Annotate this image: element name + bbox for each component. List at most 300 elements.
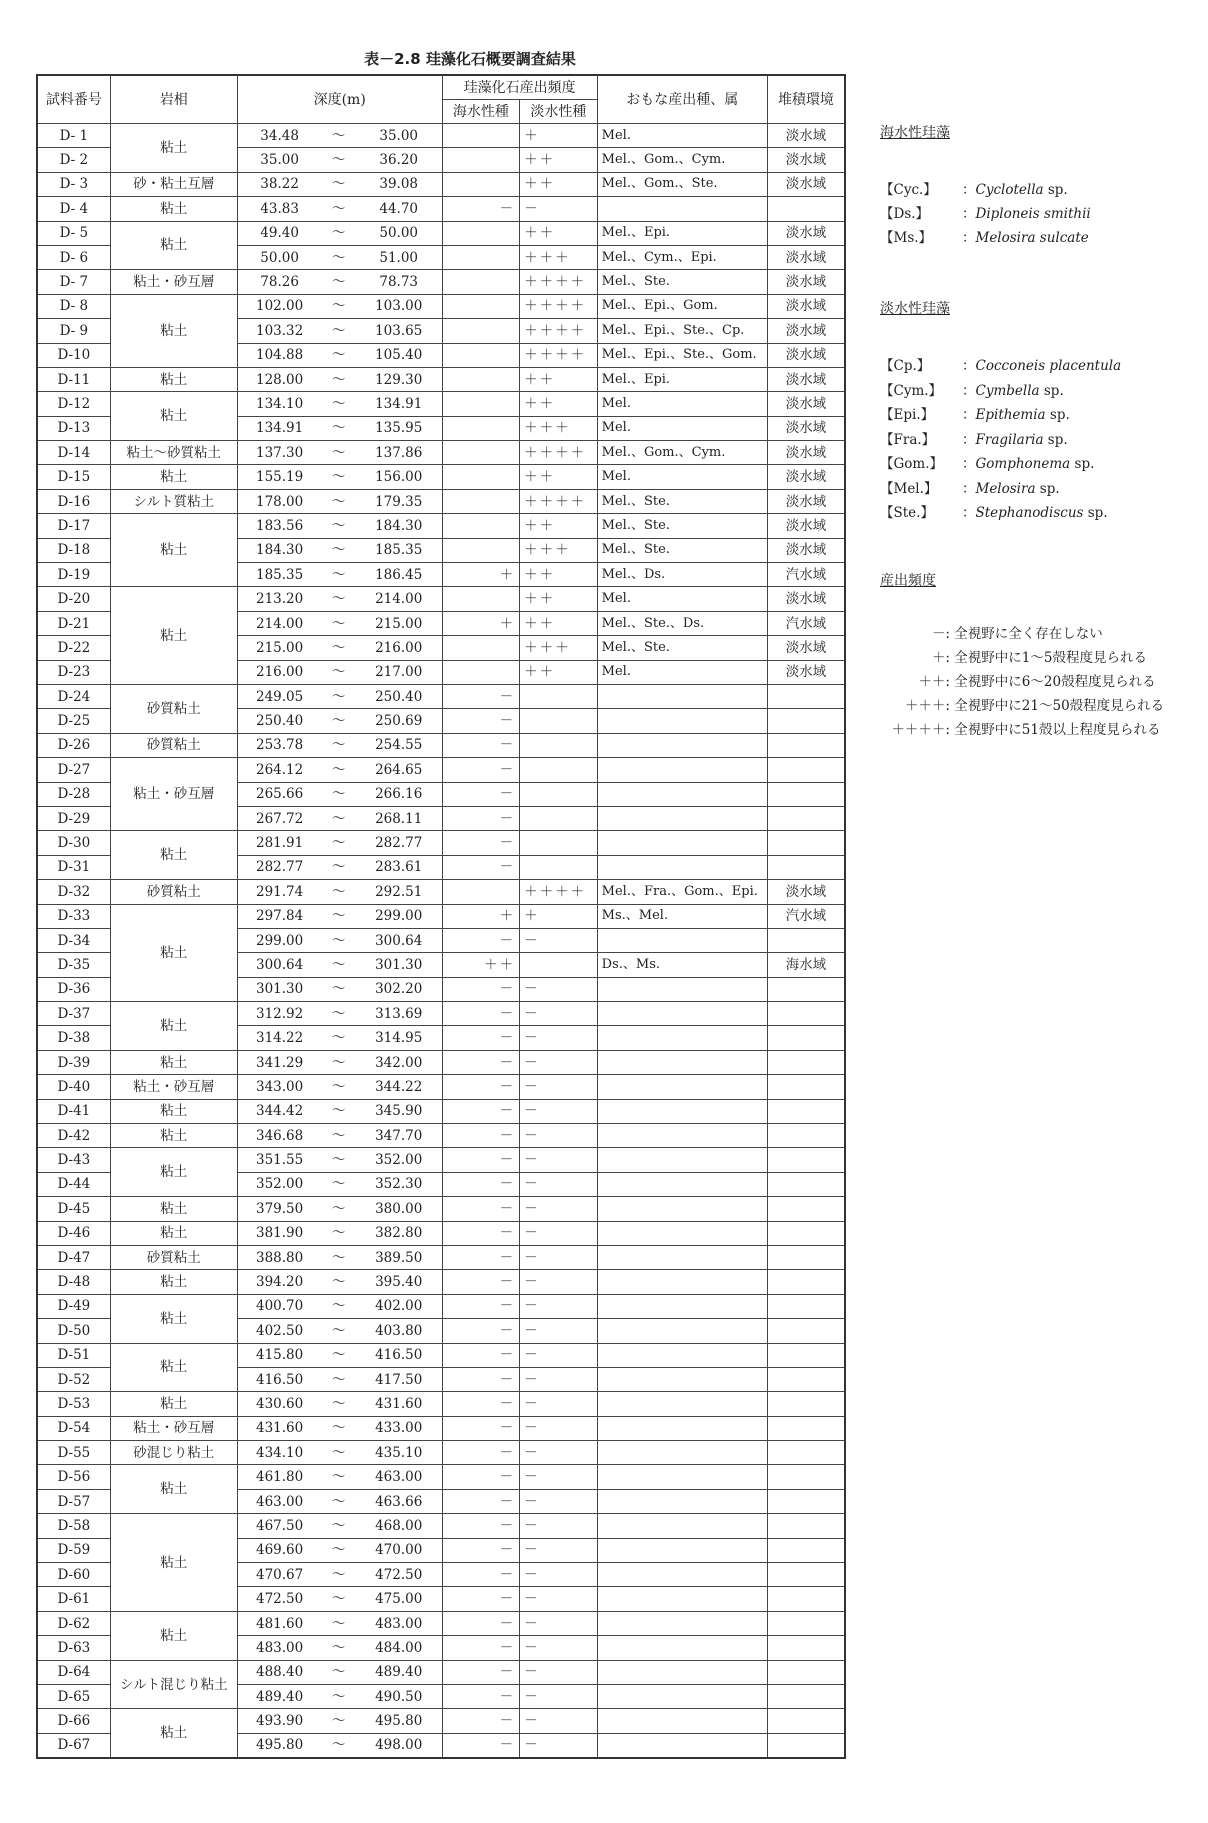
table-row [37,1709,845,1733]
sample-id-cell: D-63 [37,1636,110,1660]
sample-id-cell: D-54 [37,1416,110,1440]
marine-frequency-cell [442,538,520,562]
lithology-cell: 砂質粘土 [110,1245,237,1269]
depth-to-cell: 283.61 [356,855,442,879]
depth-to-cell: 342.00 [356,1050,442,1074]
taxon-abbr: 【Epi.】 [880,407,935,423]
environment-cell: 淡水域 [767,660,845,684]
depth-tilde-cell: ～ [321,124,355,148]
sample-id-cell: D-56 [37,1465,110,1489]
species-cell [597,1050,767,1074]
header-marine: 海水性種 [442,100,520,124]
freshwater-frequency-cell: ＋＋ [520,392,598,416]
sample-id-cell: D-59 [37,1538,110,1562]
depth-to-cell: 347.70 [356,1124,442,1148]
lithology-cell: 粘土 [110,1514,237,1612]
lithology-cell: 粘土 [110,221,237,270]
marine-frequency-cell: － [442,928,520,952]
depth-tilde-cell: ～ [321,1002,355,1026]
freshwater-taxon [880,379,1064,399]
depth-from-cell: 488.40 [237,1660,321,1684]
table-row [37,1416,845,1440]
sample-id-cell: D-17 [37,514,110,538]
depth-from-cell: 314.22 [237,1026,321,1050]
freshwater-frequency-cell: ＋＋＋＋ [520,441,598,465]
freshwater-frequency-cell: ＋＋＋＋ [520,343,598,367]
environment-cell: 淡水域 [767,245,845,269]
species-cell: Mel.、Epi.、Ste.、Cp. [597,319,767,343]
depth-from-cell: 341.29 [237,1050,321,1074]
species-cell [597,709,767,733]
taxon-sep: ： [962,358,976,374]
taxon-sep: ： [962,431,976,448]
freshwater-frequency-cell: － [520,1197,598,1221]
depth-from-cell: 250.40 [237,709,321,733]
environment-cell [767,1441,845,1465]
freq-symbol: ＋: [931,650,950,666]
marine-frequency-cell: － [442,1465,520,1489]
species-cell: Mel.、Epi. [597,367,767,391]
marine-frequency-cell: － [442,1660,520,1684]
table-row [37,880,845,904]
table-row [37,1465,845,1489]
lithology-cell: 粘土 [110,1465,237,1514]
freshwater-frequency-cell: ＋＋ [520,563,598,587]
depth-to-cell: 134.91 [356,392,442,416]
table-row [37,1343,845,1367]
lithology-cell: 砂質粘土 [110,880,237,904]
table-row [37,1514,845,1538]
header-lithology: 岩相 [110,75,237,124]
taxon-genus: Stephanodiscus [975,505,1084,521]
species-cell [597,684,767,708]
table-row [37,1148,845,1172]
marine-frequency-cell: － [442,1514,520,1538]
lithology-cell: 粘土 [110,1197,237,1221]
species-cell [597,1343,767,1367]
depth-tilde-cell: ～ [321,270,355,294]
sample-id-cell: D-34 [37,928,110,952]
species-cell: Mel. [597,124,767,148]
depth-tilde-cell: ～ [321,1538,355,1562]
table-row [37,197,845,221]
marine-frequency-cell: － [442,1685,520,1709]
depth-to-cell: 402.00 [356,1294,442,1318]
table-row [37,758,845,782]
freshwater-frequency-cell: － [520,1148,598,1172]
freshwater-frequency-cell: － [520,1392,598,1416]
lithology-cell: 粘土 [110,1709,237,1758]
freshwater-frequency-cell: － [520,1294,598,1318]
marine-frequency-cell [442,367,520,391]
marine-frequency-cell: － [442,782,520,806]
marine-frequency-cell: － [442,1416,520,1440]
depth-to-cell: 137.86 [356,441,442,465]
sample-id-cell: D-44 [37,1172,110,1196]
environment-cell: 淡水域 [767,465,845,489]
depth-to-cell: 382.80 [356,1221,442,1245]
species-cell [597,1075,767,1099]
taxon-spp: sp. [1035,480,1060,497]
depth-tilde-cell: ～ [321,319,355,343]
depth-tilde-cell: ～ [321,1148,355,1172]
environment-cell: 淡水域 [767,587,845,611]
depth-from-cell: 489.40 [237,1685,321,1709]
species-cell [597,1514,767,1538]
sample-id-cell: D-41 [37,1099,110,1123]
depth-tilde-cell: ～ [321,709,355,733]
freshwater-taxon [880,501,1108,521]
marine-frequency-cell [442,465,520,489]
depth-tilde-cell: ～ [321,172,355,196]
depth-tilde-cell: ～ [321,343,355,367]
depth-tilde-cell: ～ [321,1733,355,1758]
environment-cell: 淡水域 [767,489,845,513]
depth-to-cell: 389.50 [356,1245,442,1269]
depth-to-cell: 254.55 [356,733,442,757]
taxon-sep: ： [962,182,976,198]
diatom-results-table [36,74,846,1759]
marine-frequency-cell: － [442,1392,520,1416]
marine-frequency-cell: － [442,1367,520,1391]
frequency-entry [880,622,1170,642]
environment-cell [767,1172,845,1196]
environment-cell [767,1416,845,1440]
freshwater-taxon [880,452,1094,472]
sample-id-cell: D-16 [37,489,110,513]
environment-cell: 淡水域 [767,319,845,343]
sample-id-cell: D-13 [37,416,110,440]
taxon-sep: ： [962,505,976,521]
taxon-spp: sp. [1083,505,1108,521]
freshwater-frequency-cell: ＋＋ [520,587,598,611]
depth-from-cell: 264.12 [237,758,321,782]
depth-tilde-cell: ～ [321,245,355,269]
depth-to-cell: 468.00 [356,1514,442,1538]
depth-from-cell: 35.00 [237,148,321,172]
environment-cell [767,1538,845,1562]
species-cell [597,782,767,806]
marine-frequency-cell: － [442,977,520,1001]
depth-to-cell: 380.00 [356,1197,442,1221]
species-cell: Mel.、Gom.、Cym. [597,148,767,172]
depth-tilde-cell: ～ [321,1245,355,1269]
depth-from-cell: 346.68 [237,1124,321,1148]
depth-tilde-cell: ～ [321,1294,355,1318]
header-frequency: 珪藻化石産出頻度 [442,75,597,100]
freshwater-frequency-cell: ＋＋ [520,465,598,489]
table-row [37,514,845,538]
sample-id-cell: D-29 [37,806,110,830]
depth-from-cell: 351.55 [237,1148,321,1172]
species-cell: Mel.、Fra.、Gom.、Epi. [597,880,767,904]
freq-text: 全視野中に6～20殻程度見られる [954,674,1156,690]
depth-tilde-cell: ～ [321,636,355,660]
marine-frequency-cell: ＋＋ [442,953,520,977]
species-cell: Mel. [597,392,767,416]
table-row [37,124,845,148]
marine-frequency-cell: － [442,855,520,879]
lithology-cell: 粘土 [110,831,237,880]
freshwater-frequency-cell: － [520,1099,598,1123]
sample-id-cell: D- 2 [37,148,110,172]
table-row [37,1050,845,1074]
depth-from-cell: 49.40 [237,221,321,245]
species-cell [597,1002,767,1026]
marine-frequency-cell [442,587,520,611]
depth-tilde-cell: ～ [321,1441,355,1465]
marine-frequency-cell [442,319,520,343]
taxon-genus: Melosira [975,480,1036,497]
taxon-spp: sp. [1045,407,1070,423]
depth-tilde-cell: ～ [321,1367,355,1391]
freshwater-frequency-cell [520,709,598,733]
depth-to-cell: 416.50 [356,1343,442,1367]
taxon-sep: ： [962,230,976,246]
lithology-cell: シルト混じり粘土 [110,1660,237,1709]
depth-to-cell: 35.00 [356,124,442,148]
table-row [37,733,845,757]
environment-cell [767,1319,845,1343]
depth-to-cell: 266.16 [356,782,442,806]
marine-frequency-cell [442,221,520,245]
marine-taxon [880,178,1068,198]
depth-tilde-cell: ～ [321,1489,355,1513]
table-row [37,1221,845,1245]
lithology-cell: 粘土 [110,465,237,489]
table-row [37,1002,845,1026]
header-freshwater: 淡水性種 [520,100,598,124]
depth-tilde-cell: ～ [321,1221,355,1245]
depth-from-cell: 178.00 [237,489,321,513]
table-row [37,1660,845,1684]
marine-heading-text: 海水性珪藻 [880,125,950,141]
depth-to-cell: 105.40 [356,343,442,367]
depth-tilde-cell: ～ [321,1197,355,1221]
depth-from-cell: 134.91 [237,416,321,440]
depth-from-cell: 483.00 [237,1636,321,1660]
depth-tilde-cell: ～ [321,1587,355,1611]
table-row [37,1197,845,1221]
depth-tilde-cell: ～ [321,1343,355,1367]
taxon-genus: Cyclotella [975,182,1044,198]
sample-id-cell: D-33 [37,904,110,928]
depth-tilde-cell: ～ [321,416,355,440]
sample-id-cell: D-48 [37,1270,110,1294]
species-cell: Mel.、Ste. [597,270,767,294]
table-row [37,392,845,416]
freshwater-frequency-cell [520,758,598,782]
species-cell [597,197,767,221]
marine-frequency-cell: － [442,1294,520,1318]
marine-taxon [880,226,1089,246]
species-cell [597,928,767,952]
depth-to-cell: 463.00 [356,1465,442,1489]
freshwater-frequency-cell: － [520,1026,598,1050]
table-row [37,172,845,196]
environment-cell [767,855,845,879]
depth-from-cell: 379.50 [237,1197,321,1221]
sample-id-cell: D- 4 [37,197,110,221]
table-row [37,1611,845,1635]
depth-tilde-cell: ～ [321,1050,355,1074]
environment-cell [767,197,845,221]
depth-tilde-cell: ～ [321,587,355,611]
depth-to-cell: 495.80 [356,1709,442,1733]
species-cell: Mel.、Ste.、Ds. [597,611,767,635]
depth-to-cell: 352.30 [356,1172,442,1196]
environment-cell: 淡水域 [767,148,845,172]
species-cell: Ms.、Mel. [597,904,767,928]
species-cell [597,1733,767,1758]
depth-from-cell: 104.88 [237,343,321,367]
freq-symbol: －: [931,626,950,642]
sample-id-cell: D-37 [37,1002,110,1026]
depth-tilde-cell: ～ [321,1611,355,1635]
marine-frequency-cell: － [442,1245,520,1269]
depth-from-cell: 430.60 [237,1392,321,1416]
freshwater-frequency-cell: － [520,1587,598,1611]
table-row [37,1294,845,1318]
depth-from-cell: 461.80 [237,1465,321,1489]
depth-to-cell: 36.20 [356,148,442,172]
marine-frequency-cell: － [442,709,520,733]
depth-from-cell: 299.00 [237,928,321,952]
freshwater-frequency-cell: － [520,928,598,952]
freq-heading-text: 産出頻度 [880,573,936,589]
environment-cell: 海水域 [767,953,845,977]
environment-cell: 淡水域 [767,880,845,904]
species-cell [597,1221,767,1245]
freshwater-frequency-cell [520,684,598,708]
species-cell [597,1465,767,1489]
freshwater-frequency-cell: ＋＋＋ [520,245,598,269]
sample-id-cell: D-26 [37,733,110,757]
depth-tilde-cell: ～ [321,1075,355,1099]
sample-id-cell: D- 1 [37,124,110,148]
depth-tilde-cell: ～ [321,148,355,172]
species-cell [597,1099,767,1123]
table-row [37,1392,845,1416]
environment-cell [767,1002,845,1026]
species-cell: Mel. [597,465,767,489]
environment-cell [767,1026,845,1050]
freshwater-frequency-cell: － [520,1636,598,1660]
depth-to-cell: 282.77 [356,831,442,855]
taxon-spp: sp. [1039,382,1064,399]
depth-to-cell: 264.65 [356,758,442,782]
table-row [37,904,845,928]
sample-id-cell: D-11 [37,367,110,391]
freshwater-frequency-cell: － [520,1660,598,1684]
environment-cell [767,1050,845,1074]
header-environment: 堆積環境 [767,75,845,124]
freshwater-frequency-cell: － [520,1343,598,1367]
sample-id-cell: D-23 [37,660,110,684]
depth-to-cell: 344.22 [356,1075,442,1099]
depth-to-cell: 314.95 [356,1026,442,1050]
taxon-spp: sp. [1070,456,1095,472]
environment-cell [767,1270,845,1294]
depth-to-cell: 215.00 [356,611,442,635]
species-cell [597,758,767,782]
environment-cell [767,1465,845,1489]
marine-frequency-cell [442,270,520,294]
species-cell [597,733,767,757]
species-cell [597,1563,767,1587]
environment-cell: 淡水域 [767,441,845,465]
depth-tilde-cell: ～ [321,563,355,587]
freq-symbol: ＋＋: [918,674,950,690]
environment-cell [767,1124,845,1148]
depth-tilde-cell: ～ [321,880,355,904]
table-row [37,441,845,465]
sample-id-cell: D-43 [37,1148,110,1172]
species-cell [597,1124,767,1148]
taxon-abbr: 【Cyc.】 [880,182,937,198]
marine-frequency-cell: － [442,1075,520,1099]
species-cell [597,831,767,855]
taxon-genus: Gomphonema [975,456,1071,472]
species-cell: Mel. [597,416,767,440]
depth-to-cell: 292.51 [356,880,442,904]
freshwater-frequency-cell: ＋＋ [520,148,598,172]
freshwater-frequency-cell: ＋＋＋＋ [520,319,598,343]
depth-from-cell: 388.80 [237,1245,321,1269]
environment-cell [767,806,845,830]
sample-id-cell: D- 6 [37,245,110,269]
sample-id-cell: D-19 [37,563,110,587]
environment-cell [767,1514,845,1538]
depth-to-cell: 313.69 [356,1002,442,1026]
taxon-abbr: 【Fra.】 [880,431,936,448]
depth-tilde-cell: ～ [321,1636,355,1660]
table-row [37,1099,845,1123]
depth-tilde-cell: ～ [321,1124,355,1148]
marine-frequency-cell: ＋ [442,563,520,587]
marine-frequency-cell [442,514,520,538]
depth-to-cell: 417.50 [356,1367,442,1391]
depth-tilde-cell: ～ [321,733,355,757]
table-row [37,489,845,513]
environment-cell [767,709,845,733]
depth-to-cell: 186.45 [356,563,442,587]
sample-id-cell: D-57 [37,1489,110,1513]
freshwater-frequency-cell [520,831,598,855]
taxon-sep: ： [962,407,976,423]
environment-cell: 淡水域 [767,124,845,148]
depth-from-cell: 467.50 [237,1514,321,1538]
species-cell [597,1197,767,1221]
depth-to-cell: 78.73 [356,270,442,294]
species-cell: Mel.、Ste. [597,636,767,660]
sample-id-cell: D-65 [37,1685,110,1709]
depth-tilde-cell: ～ [321,1660,355,1684]
freshwater-frequency-cell: － [520,1002,598,1026]
taxon-abbr: 【Mel.】 [880,480,938,497]
table-row [37,367,845,391]
environment-cell: 汽水域 [767,611,845,635]
depth-from-cell: 249.05 [237,684,321,708]
lithology-cell: 粘土 [110,514,237,587]
depth-from-cell: 50.00 [237,245,321,269]
depth-tilde-cell: ～ [321,855,355,879]
sample-id-cell: D-60 [37,1563,110,1587]
table-row [37,587,845,611]
freshwater-frequency-cell: － [520,1611,598,1635]
sample-id-cell: D-55 [37,1441,110,1465]
depth-to-cell: 475.00 [356,1587,442,1611]
